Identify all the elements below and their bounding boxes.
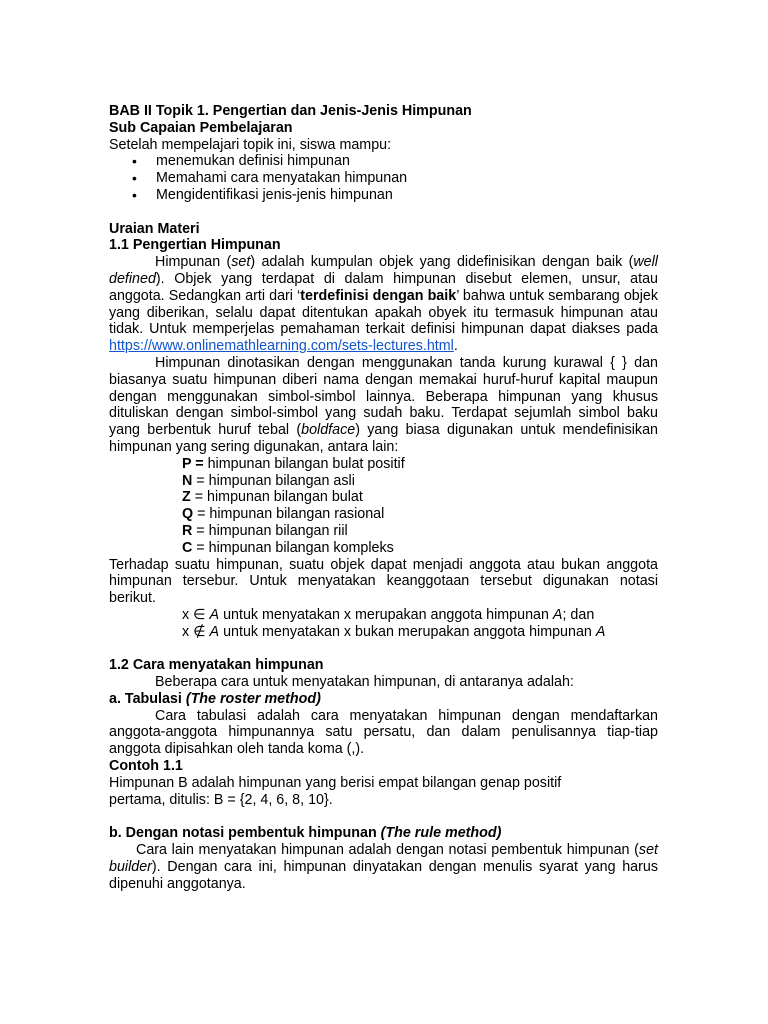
section-heading-1-2: 1.2 Cara menyatakan himpunan <box>109 657 324 674</box>
text-run: . <box>453 338 458 355</box>
notation-member <box>109 607 658 624</box>
symbol-letter: Q <box>182 506 194 523</box>
text-run: Cara lain menyatakan himpunan adalah dengan notasi pembentuk himpunan ( <box>136 842 639 859</box>
symbol-description: himpunan bilangan bulat positif <box>203 455 405 472</box>
symbol-letter: Z <box>182 489 191 506</box>
italic-term: (The rule method) <box>380 825 502 842</box>
set-symbol: A <box>209 623 220 640</box>
example-text: pertama, ditulis: B = {2, 4, 6, 8, 10}. <box>109 791 333 808</box>
symbol-row <box>109 473 658 490</box>
section-uraian-materi: Uraian Materi <box>109 220 200 237</box>
symbol-letter: N <box>182 472 193 489</box>
symbol-description: = himpunan bilangan rasional <box>193 506 385 523</box>
italic-term: set <box>231 254 251 271</box>
set-symbol: A <box>552 606 563 623</box>
paragraph-membership: Terhadap suatu himpunan, suatu objek dapat menjadi anggota atau bukan anggota himpunan tersebur. Untuk menyatakan keanggotaan tersebut digunakan notasi berikut. <box>109 556 658 607</box>
symbol-description: = himpunan bilangan riil <box>192 522 348 539</box>
text-run: x ∉ <box>182 623 210 640</box>
bold-term: terdefinisi dengan baik <box>300 287 457 304</box>
symbol-letter: R <box>182 522 193 539</box>
text-run: a. Tabulasi <box>109 690 186 707</box>
text-run: ) yang biasa digunakan untuk mendefinisikan himpunan yang sering digunakan, antara lain: <box>109 422 658 455</box>
symbol-description: = himpunan bilangan bulat <box>190 489 363 506</box>
text-run: ). Objek yang terdapat di dalam himpunan disebut elemen, unsur, atau anggota. Sedangkan arti dari ‘ <box>109 270 658 304</box>
chapter-heading: BAB II Topik 1. Pengertian dan Jenis-Jenis Himpunan <box>109 103 472 119</box>
intro-text: Setelah mempelajari topik ini, siswa mampu: <box>109 136 392 153</box>
document-body <box>109 103 658 892</box>
paragraph-rule-method <box>109 842 658 892</box>
text-run: untuk menyatakan x bukan merupakan anggota himpunan <box>219 623 596 640</box>
text-run: ). Dengan cara ini, himpunan dinyatakan dengan menulis syarat yang harus dipenuhi anggotanya. <box>109 858 658 892</box>
symbol-description: = himpunan bilangan asli <box>192 472 355 489</box>
text-run: b. Dengan notasi pembentuk himpunan <box>109 825 381 842</box>
italic-term: (The roster method) <box>185 690 321 707</box>
text-run: x ∈ <box>182 606 210 623</box>
symbol-letter: P = <box>182 455 204 472</box>
symbol-list <box>109 456 658 557</box>
example-text: Himpunan B adalah himpunan yang berisi empat bilangan genap positif <box>109 774 562 791</box>
text-run: untuk menyatakan x merupakan anggota himpunan <box>219 606 553 623</box>
symbol-row <box>109 489 658 506</box>
text-run: ) adalah kumpulan objek yang didefinisikan dengan baik ( <box>250 254 634 271</box>
objectives-list <box>109 153 658 203</box>
set-symbol: A <box>595 623 606 640</box>
paragraph-methods-intro: Beberapa cara untuk menyatakan himpunan, di antaranya adalah: <box>155 674 574 691</box>
subsection-rule-method <box>109 825 658 842</box>
list-item: • Memahami cara menyatakan himpunan <box>109 170 658 187</box>
reference-link[interactable]: https://www.onlinemathlearning.com/sets-lectures.html <box>109 338 454 355</box>
section-heading-1-1: 1.1 Pengertian Himpunan <box>109 237 281 254</box>
text-run: Himpunan ( <box>155 254 232 271</box>
paragraph-tabulasi: Cara tabulasi adalah cara menyatakan himpunan dengan mendaftarkan anggota-anggota himpunannya satu persatu, dan dalam penulisannya tiap-tiap anggota dipisahkan oleh tanda koma (,). <box>109 707 658 758</box>
paragraph-definition <box>109 254 658 355</box>
symbol-row <box>109 540 658 557</box>
italic-term: boldface <box>301 422 356 439</box>
notation-non-member <box>109 624 658 641</box>
sub-heading: Sub Capaian Pembelajaran <box>109 119 293 136</box>
text-run: ; dan <box>562 606 595 623</box>
paragraph-notation <box>109 355 658 456</box>
italic-term: well defined <box>109 254 658 287</box>
list-item: • menemukan definisi himpunan <box>109 153 658 170</box>
symbol-letter: C <box>182 539 193 556</box>
example-title: Contoh 1.1 <box>109 758 183 775</box>
italic-term: set builder <box>109 842 658 875</box>
symbol-description: = himpunan bilangan kompleks <box>192 539 394 556</box>
list-item: • Mengidentifikasi jenis-jenis himpunan <box>109 187 658 204</box>
symbol-row <box>109 456 658 473</box>
set-symbol: A <box>209 606 220 623</box>
symbol-row <box>109 523 658 540</box>
text-run: ’ bahwa untuk sembarang objek yang diberikan, selalu dapat ditentukan apakah obyek itu termasuk himpunan atau tidak. Untuk memperjelas pemahaman terkait definisi himpunan dapat diakses pada <box>109 287 658 338</box>
text-run: Himpunan dinotasikan dengan menggunakan tanda kurung kurawal { } dan biasanya suatu himpunan diberi nama dengan memakai huruf-huruf kapital maupun dengan menggunakan simbol-simbol lainnya. Beberapa himpunan yang khusus dituliskan dengan simbol-simbol yang sudah baku. Terdapat sejumlah simbol baku yang berbentuk huruf tebal ( <box>109 354 658 439</box>
symbol-row <box>109 506 658 523</box>
subsection-tabulasi <box>109 691 658 708</box>
